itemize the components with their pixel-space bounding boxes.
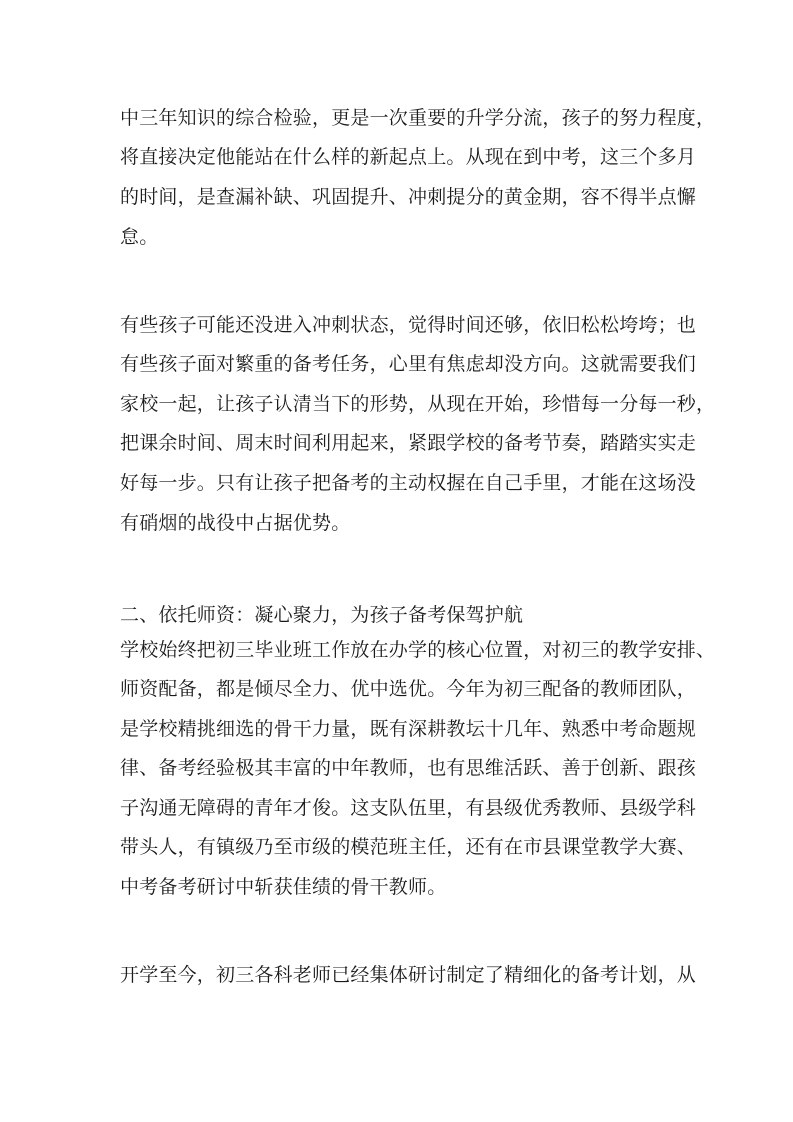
paragraph-3-line-1: 学校始终把初三毕业班工作放在办学的核心位置，对初三的教学安排、 — [120, 639, 716, 661]
paragraph-1-line-2: 将直接决定他能站在什么样的新起点上。从现在到中考，这三个多月 — [120, 146, 697, 168]
paragraph-2-line-4: 把课余时间、周末时间利用起来，紧跟学校的备考节奏，踏踏实实走 — [120, 432, 697, 454]
paragraph-2-line-6: 有硝烟的战役中占据优势。 — [120, 512, 351, 534]
paragraph-4-line-1: 开学至今，初三各科老师已经集体研讨制定了精细化的备考计划，从 — [120, 964, 697, 986]
paragraph-3-line-2: 师资配备，都是倾尽全力、优中选优。今年为初三配备的教师团队， — [120, 678, 697, 700]
paragraph-3-line-4: 律、备考经验极其丰富的中年教师，也有思维活跃、善于创新、跟孩 — [120, 757, 697, 779]
paragraph-1-line-4: 怠。 — [120, 226, 159, 248]
paragraph-3-line-3: 是学校精挑细选的骨干力量，既有深耕教坛十几年、熟悉中考命题规 — [120, 718, 697, 740]
paragraph-2-line-5: 好每一步。只有让孩子把备考的主动权握在自己手里，才能在这场没 — [120, 472, 697, 494]
paragraph-1-line-1: 中三年知识的综合检验，更是一次重要的升学分流，孩子的努力程度， — [120, 107, 716, 129]
paragraph-2-line-1: 有些孩子可能还没进入冲刺状态，觉得时间还够，依旧松松垮垮；也 — [120, 314, 697, 336]
section-heading: 二、依托师资：凝心聚力，为孩子备考保驾护航 — [120, 604, 524, 626]
paragraph-2-line-2: 有些孩子面对繁重的备考任务，心里有焦虑却没方向。这就需要我们 — [120, 353, 697, 375]
paragraph-3-line-5: 子沟通无障碍的青年才俊。这支队伍里，有县级优秀教师、县级学科 — [120, 797, 697, 819]
paragraph-1-line-3: 的时间，是查漏补缺、巩固提升、冲刺提分的黄金期，容不得半点懈 — [120, 186, 697, 208]
paragraph-2-line-3: 家校一起，让孩子认清当下的形势，从现在开始，珍惜每一分每一秒， — [120, 393, 716, 415]
paragraph-3-line-7: 中考备考研讨中斩获佳绩的骨干教师。 — [120, 876, 447, 898]
paragraph-3-line-6: 带头人，有镇级乃至市级的模范班主任，还有在市县课堂教学大赛、 — [120, 836, 697, 858]
